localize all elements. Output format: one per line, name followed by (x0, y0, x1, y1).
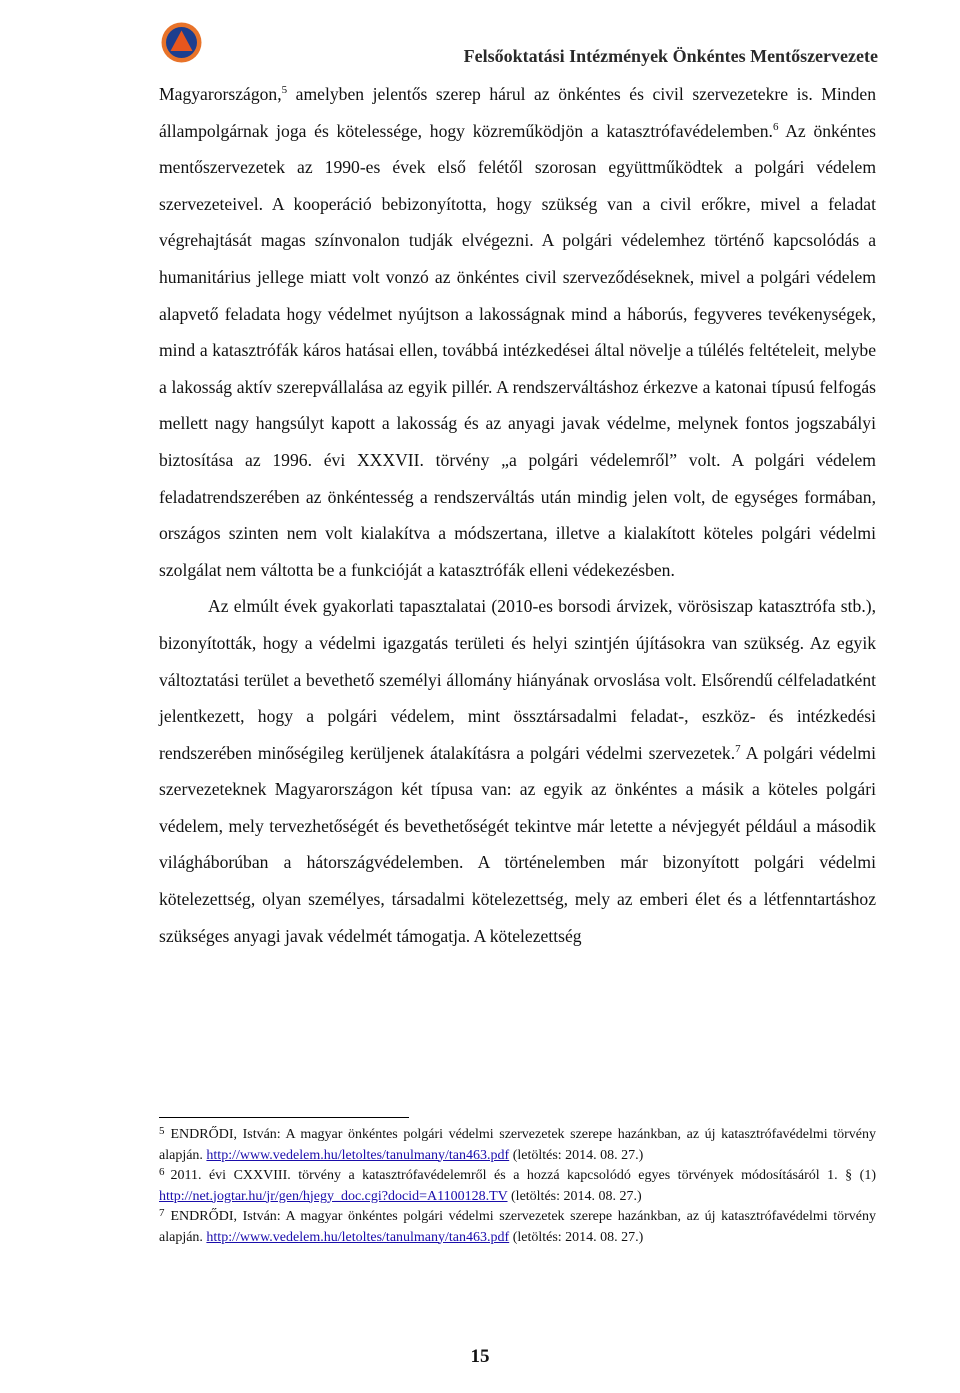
header-title: Felsőoktatási Intézmények Önkéntes Mentőszervezete (463, 46, 878, 66)
footnote-ref-5[interactable]: 5 (281, 84, 288, 96)
footnote-number: 5 (159, 1125, 165, 1137)
paragraph-2: Az elmúlt évek gyakorlati tapasztalatai (2010-es borsodi árvizek, vörösiszap katasztrófa stb.), bizonyították, hogy a védelmi igazgatás területi és helyi szintjén újításokra van szükség. Az egyik változtatási terület a bevethető személyi állomány hiányának orvoslása volt. Elsőrendű célfeladatként jelentkezett, hogy a polgári védelem, mint össztársadalmi feladat-, eszköz- és intézkedési rendszerében minőségileg kerüljenek átalakításra a polgári védelmi szervezetek.$^7$ A polgári védelmi szervezeteknek Magyarországon két típusa van: az egyik az önkéntes a másik a köteles polgári védelem, mely tervezhetőségét és bevethetőségét tekintve már letette a névjegyét például a második világháborúban a hátországvédelemben. A történelemben már bizonyított polgári védelmi kötelezettség, olyan személyes, társadalmi kötelezettség, mely az emberi élet és a létfenntartáshoz szükséges anyagi javak védelmét támogatja. A kötelezettség (159, 596, 876, 946)
footnote-7-link[interactable]: http://www.vedelem.hu/letoltes/tanulmany/tan463.pdf (206, 1229, 510, 1245)
footnote-number: 6 (159, 1166, 165, 1178)
footnote-5-link[interactable]: http://www.vedelem.hu/letoltes/tanulmany/tan463.pdf (206, 1147, 510, 1163)
footnote-6-link[interactable]: http://net.jogtar.hu/jr/gen/hjegy_doc.cgi?docid=A1100128.TV (159, 1188, 508, 1204)
paragraph-1: Magyarországon,$^5$ amelyben jelentős szerep hárul az önkéntes és civil szervezetekre is. Minden állampolgárnak joga és kötelessége, hogy közreműködjön a katasztrófavédelemben.$^6$ Az önkéntes mentőszervezetek az 1990-es évek első felétől szorosan együttműködtek a polgári védelem szervezeteivel. A kooperáció bebizonyította, hogy szükség van a civil erőkre, mivel a feladat végrehajtását magas színvonalon tudják elvégezni. A polgári védelemhez történő kapcsolódás a humanitárius jellege miatt volt vonzó az önkéntes civil szerveződéseknek, mivel a polgári védelem alapvető feladata hogy védelmet nyújtson a lakosságnak mind a háborús, fegyveres tevékenységek, mind a katasztrófák káros hatásai ellen, továbbá intézkedései által növelje a túlélés feltételeit, melybe a lakosság aktív szerepvállalása az egyik pillér. A rendszerváltáshoz érkezve a katonai típusú felfogás mellett nagy hangsúlyt kapott a lakosság és az anyagi javak védelme, melynek fontos jogszabályi biztosítása az 1996. évi XXXVII. törvény „a polgári védelemről” volt. A polgári védelem feladatrendszerében az önkéntesség a rendszerváltás után mindig jelen volt, de egységes formában, országos szinten nem volt kialakítva a módszertana, illetve a kialakított köteles polgári védelmi szolgálat nem váltotta be a funkcióját a katasztrófák elleni védekezésben. (159, 84, 876, 580)
footnote-7: $^7$ ENDRŐDI, István: A magyar önkéntes polgári védelmi szervezetek szerepe hazánkban, az új katasztrófavédelmi törvény alapján. http://www.vedelem.hu/letoltes/tanulmany/tan463.pdf (letöltés: 2014. 08. 27.) (159, 1207, 876, 1245)
footnote-ref-6[interactable]: 6 (772, 120, 779, 133)
footnote-number: 7 (159, 1207, 165, 1219)
footnote-6: $^6$ 2011. évi CXXVIII. törvény a katasztrófavédelemről és a hozzá kapcsolódó egyes törvények módosításáról 1. § (1) http://net.jogtar.hu/jr/gen/hjegy_doc.cgi?docid=A1100128.TV (letöltés: 2014. 08. 27.) (159, 1166, 876, 1204)
footnote-ref-7[interactable]: 7 (735, 742, 741, 755)
footnote-separator (159, 1117, 409, 1118)
footnote-5: $^5$ ENDRŐDI, István: A magyar önkéntes polgári védelmi szervezetek szerepe hazánkban, az új katasztrófavédelmi törvény alapján. http://www.vedelem.hu/letoltes/tanulmany/tan463.pdf (letöltés: 2014. 08. 27.) (159, 1125, 876, 1163)
footnotes (159, 1125, 876, 1248)
body-text (159, 76, 876, 954)
civil-defence-logo-icon (161, 22, 202, 63)
page-number: 15 (470, 1346, 490, 1367)
